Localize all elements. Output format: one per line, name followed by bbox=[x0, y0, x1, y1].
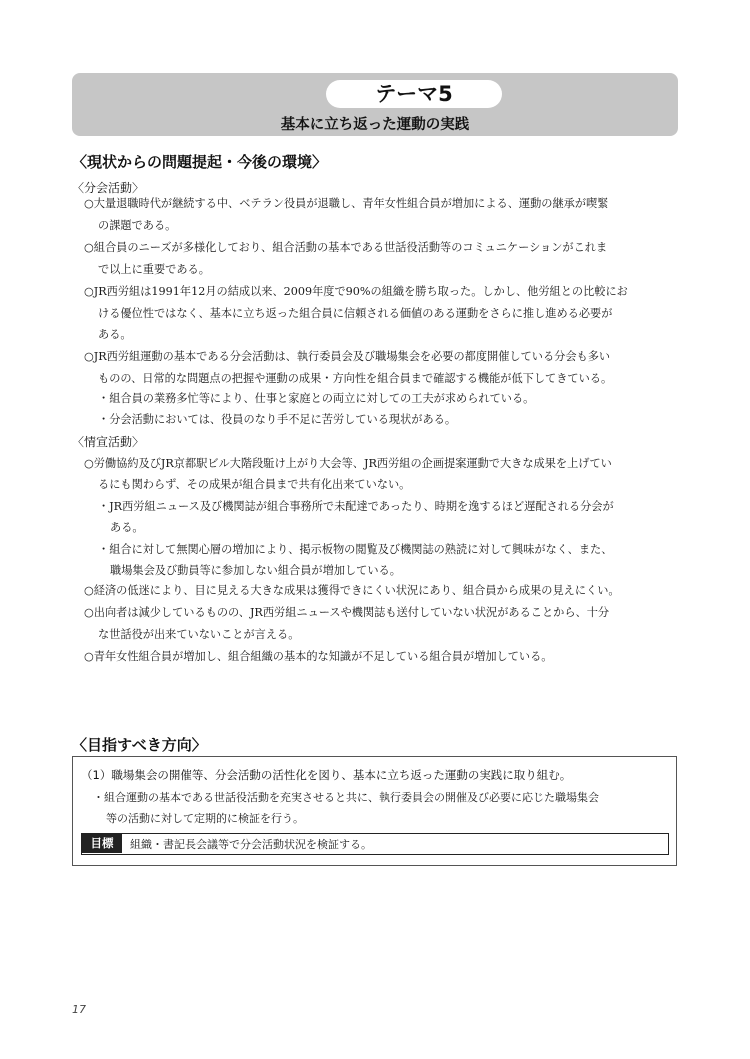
text-line: な世話役が出来ていないことが言える。 bbox=[98, 628, 300, 641]
text-line: ○大量退職時代が継続する中、ベテラン役員が退職し、青年女性組合員が増加による、運動の継承が喫緊 bbox=[84, 197, 609, 210]
sub-heading-publicity-activities: 〈情宣活動〉 bbox=[72, 435, 145, 449]
text-line: で以上に重要である。 bbox=[98, 263, 210, 276]
theme-header bbox=[72, 73, 678, 136]
text-line: ある。 bbox=[110, 521, 144, 534]
text-line: ○JR西労組運動の基本である分会活動は、執行委員会及び職場集会を必要の都度開催している分会も多い bbox=[84, 350, 611, 363]
goal-text: 組織・書記長会議等で分会活動状況を検証する。 bbox=[130, 838, 372, 851]
goal-label: 目標 bbox=[82, 834, 122, 853]
text-line: ○組合員のニーズが多様化しており、組合活動の基本である世話役活動等のコミュニケーションがこれま bbox=[84, 241, 608, 254]
text-line: ○経済の低迷により、目に見える大きな成果は獲得できにくい状況にあり、組合員から成果の見えにくい。 bbox=[84, 584, 620, 597]
text-line: ものの、日常的な問題点の把握や運動の成果・方向性を組合員まで確認する機能が低下してきている。 bbox=[98, 372, 613, 385]
text-line: ○労働協約及びJR京都駅ビル大階段駈け上がり大会等、JR西労組の企画提案運動で大きな成果を上げてい bbox=[84, 457, 612, 470]
sub-heading-branch-activities: 〈分会活動〉 bbox=[72, 181, 145, 195]
section-heading-target-direction: 〈目指すべき方向〉 bbox=[72, 736, 207, 754]
text-line: ある。 bbox=[98, 328, 132, 341]
text-line: ○JR西労組は1991年12月の結成以来、2009年度で90%の組織を勝ち取った。しかし、他労組との比較にお bbox=[84, 285, 628, 298]
direction-item-line: 等の活動に対して定期的に検証を行う。 bbox=[106, 812, 304, 825]
text-line: ・組合員の業務多忙等により、仕事と家庭との両立に対しての工夫が求められている。 bbox=[98, 392, 535, 405]
text-line: 職場集会及び動員等に参加しない組合員が増加している。 bbox=[110, 564, 401, 577]
text-line: ○出向者は減少しているものの、JR西労組ニュースや機関誌も送付していない状況があることから、十分 bbox=[84, 606, 610, 619]
text-line: ○青年女性組合員が増加し、組合組織の基本的な知識が不足している組合員が増加している。 bbox=[84, 650, 553, 663]
theme-badge: テーマ5 bbox=[326, 80, 502, 108]
text-line: るにも関わらず、その成果が組合員まで共有化出来ていない。 bbox=[98, 478, 411, 491]
theme-subtitle: 基本に立ち返った運動の実践 bbox=[280, 117, 470, 133]
direction-item-title: （1）職場集会の開催等、分会活動の活性化を図り、基本に立ち返った運動の実践に取り組む。 bbox=[81, 768, 572, 782]
text-line: ・JR西労組ニュース及び機関誌が組合事務所で未配達であったり、時期を逸するほど遅配される分会が bbox=[98, 500, 614, 513]
page-number: 17 bbox=[72, 1003, 86, 1016]
text-line: ・分会活動においては、役員のなり手不足に苦労している現状がある。 bbox=[98, 413, 457, 426]
direction-item-line: ・組合運動の基本である世話役活動を充実させると共に、執行委員会の開催及び必要に応じた職場集会 bbox=[93, 791, 599, 804]
text-line: ける優位性ではなく、基本に立ち返った組合員に信頼される価値のある運動をさらに推し進める必要が bbox=[98, 307, 613, 320]
direction-box bbox=[72, 756, 677, 866]
text-line: の課題である。 bbox=[98, 219, 177, 232]
text-line: ・組合に対して無関心層の増加により、掲示板物の閲覧及び機関誌の熟読に対して興味がなく、また、 bbox=[98, 543, 613, 556]
section-heading-current-issues: 〈現状からの問題提起・今後の環境〉 bbox=[72, 153, 328, 171]
goal-box bbox=[81, 833, 669, 855]
